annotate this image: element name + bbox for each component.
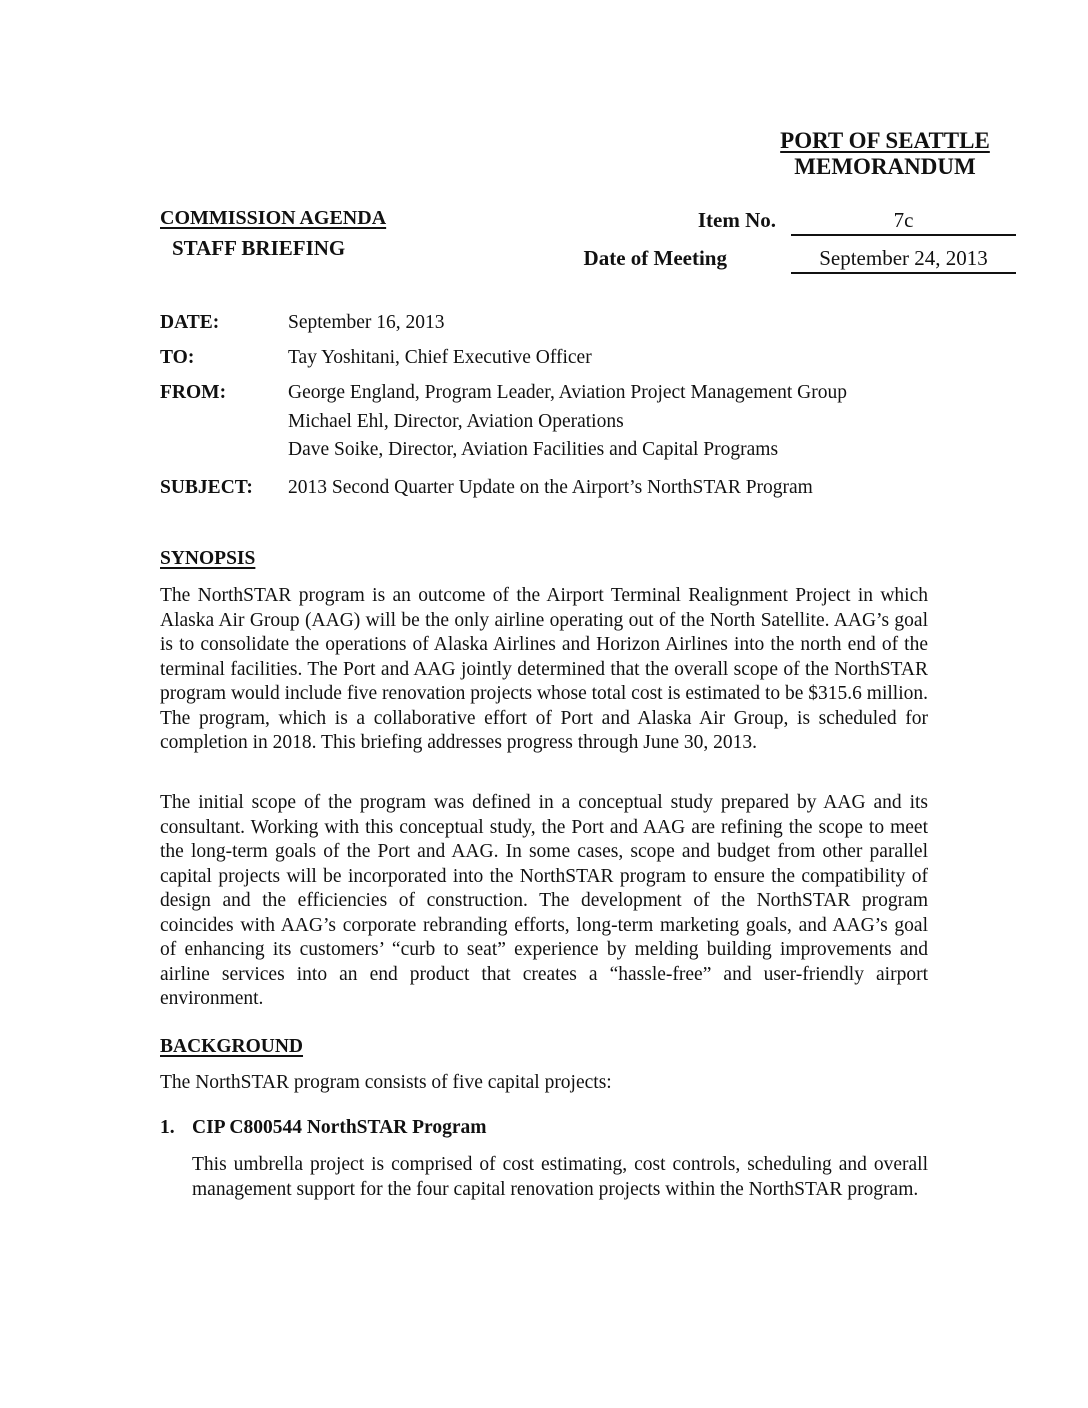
project-item-body: This umbrella project is comprised of cost estimating, cost controls, scheduling and overall management support for the four capital renovation projects within the NorthSTAR program. (192, 1154, 928, 1200)
document-type: MEMORANDUM (794, 154, 976, 179)
background-intro: The NorthSTAR program consists of five capital projects: (160, 1072, 612, 1093)
memo-from-value-3: Dave Soike, Director, Aviation Facilities and Capital Programs (288, 439, 779, 460)
item-no-value: 7c (791, 208, 1016, 236)
org-name: PORT OF SEATTLE (780, 128, 990, 153)
organization-title (700, 128, 1070, 180)
agenda-type: STAFF BRIEFING (172, 236, 346, 260)
memo-subject-value: 2013 Second Quarter Update on the Airport’s NorthSTAR Program (288, 477, 813, 498)
synopsis-heading: SYNOPSIS (160, 548, 256, 569)
synopsis-paragraph-1: The NorthSTAR program is an outcome of the Airport Terminal Realignment Project in which Alaska Air Group (AAG) will be the only airline operating out of the North Satellite. AAG’s goal is to consolidate the operations of Alaska Airlines and Horizon Airlines into the north end of the terminal facilities. The Port and AAG jointly determined that the overall scope of the NorthSTAR program would include five renovation projects whose total cost is estimated to be $315.6 million. The program, which is a collaborative effort of Port and Alaska Air Group, is scheduled for completion in 2018. This briefing addresses progress through June 30, 2013. (160, 585, 928, 753)
memo-from-label: FROM: (160, 382, 227, 403)
memo-from-value-1: George England, Program Leader, Aviation Project Management Group (288, 382, 847, 403)
memo-date-value: September 16, 2013 (288, 312, 445, 333)
project-item-heading (160, 1117, 486, 1139)
background-heading: BACKGROUND (160, 1036, 304, 1057)
memo-from-value-2: Michael Ehl, Director, Aviation Operations (288, 411, 624, 432)
memo-to-label: TO: (160, 347, 195, 368)
project-item-number: 1. (160, 1117, 175, 1138)
project-item-title: CIP C800544 NorthSTAR Program (192, 1117, 487, 1138)
meeting-date-value: September 24, 2013 (791, 246, 1016, 274)
memo-date-label: DATE: (160, 312, 220, 333)
memo-subject-label: SUBJECT: (160, 477, 253, 498)
meeting-date-label: Date of Meeting (583, 246, 727, 270)
item-no-label: Item No. (697, 208, 776, 232)
agenda-label: COMMISSION AGENDA (160, 207, 387, 229)
memo-to-value: Tay Yoshitani, Chief Executive Officer (288, 347, 592, 368)
synopsis-paragraph-2: The initial scope of the program was defined in a conceptual study prepared by AAG and its consultant. Working with this conceptual study, the Port and AAG are refining the scope to meet the long-term goals of the Port and AAG. In some cases, scope and budget from other parallel capital projects will be incorporated into the NorthSTAR program to ensure the compatibility of design and the efficiencies of construction. The development of the NorthSTAR program coincides with AAG’s corporate rebranding efforts, long-term marketing goals, and AAG’s goal of enhancing its customers’ “curb to seat” experience by melding building improvements and airline services into an end product that creates a “hassle-free” and user-friendly airport environment. (160, 792, 928, 1009)
